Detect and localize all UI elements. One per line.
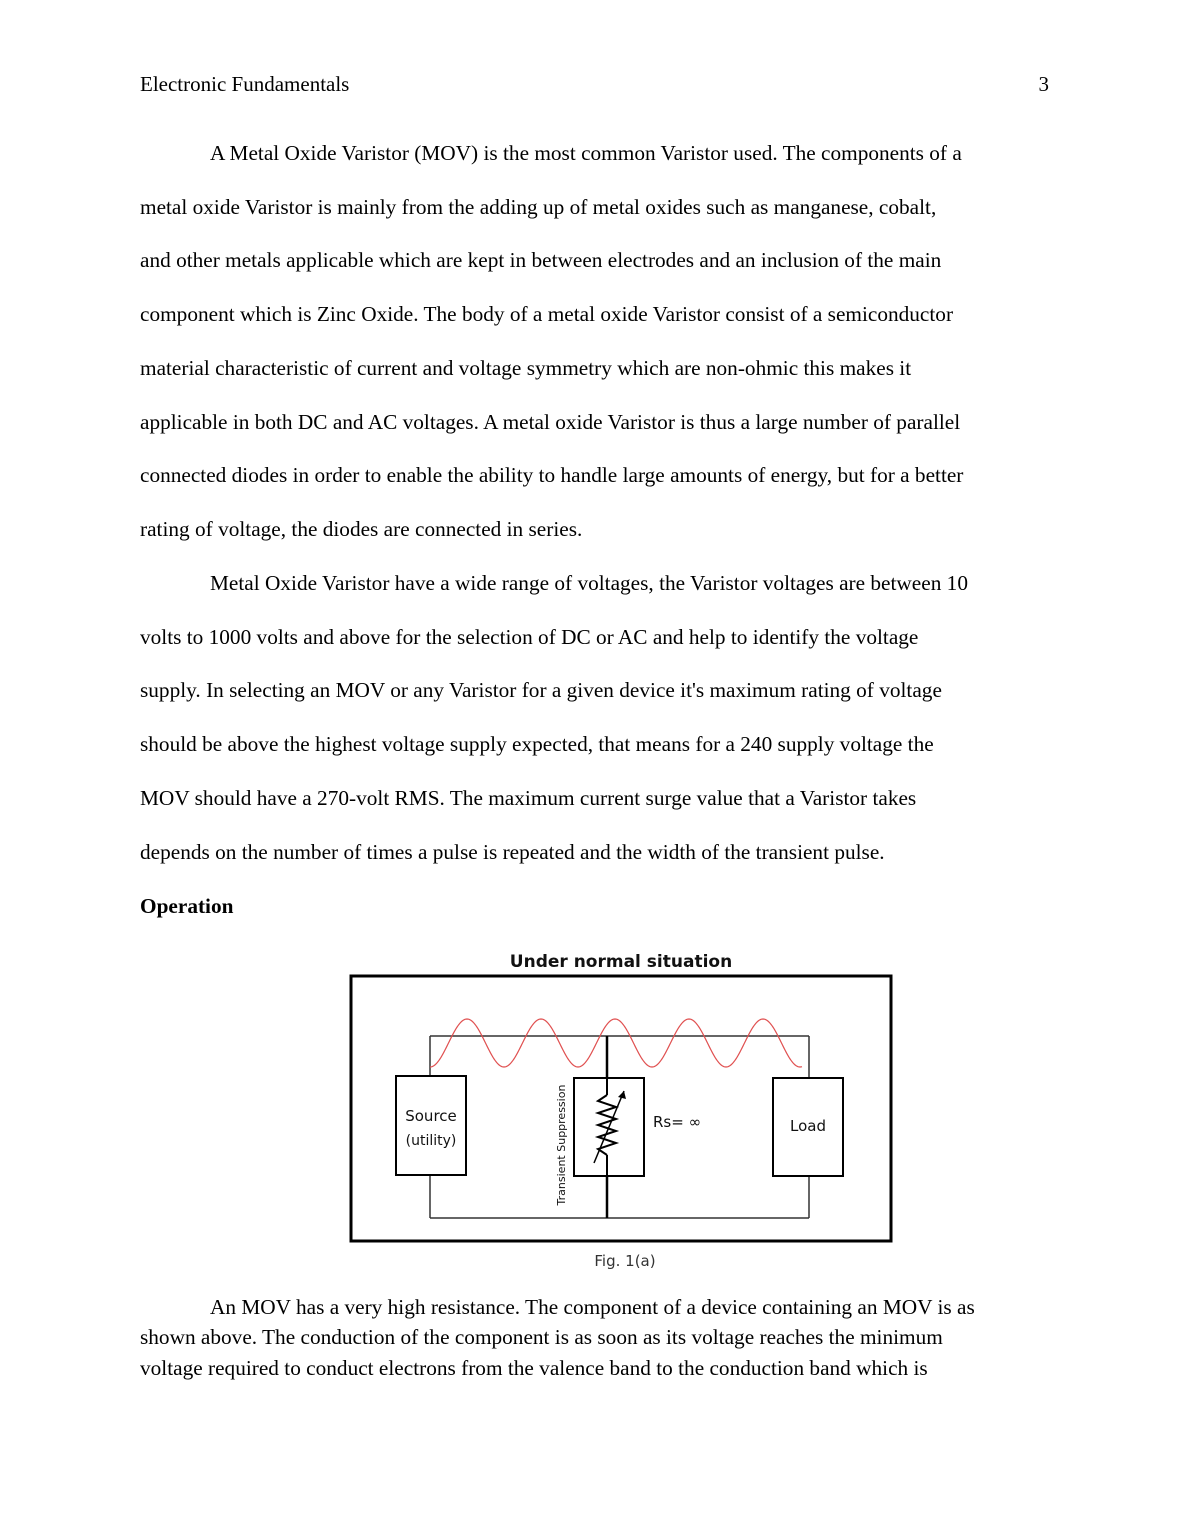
paragraph-line: metal oxide Varistor is mainly from the adding up of metal oxides such as manganese, cobalt, xyxy=(140,194,937,219)
paragraph-line: material characteristic of current and voltage symmetry which are non-ohmic this makes it xyxy=(140,355,912,380)
paragraph-line: applicable in both DC and AC voltages. A metal oxide Varistor is thus a large number of parallel xyxy=(140,409,961,434)
transient-suppression-label: Transient Suppression xyxy=(555,1084,568,1206)
section-heading-operation: Operation xyxy=(140,894,234,918)
running-head: Electronic Fundamentals xyxy=(140,72,350,96)
figure-caption: Fig. 1(a) xyxy=(594,1252,656,1270)
circuit-diagram xyxy=(340,945,900,1275)
paragraph-line: component which is Zinc Oxide. The body of a metal oxide Varistor consist of a semiconductor xyxy=(140,302,954,327)
page-number: 3 xyxy=(1038,72,1049,96)
paragraph-line: supply. In selecting an MOV or any Varistor for a given device it's maximum rating of voltage xyxy=(140,678,942,703)
paragraph-line: rating of voltage, the diodes are connected in series. xyxy=(140,516,583,541)
paragraph-line: connected diodes in order to enable the ability to handle large amounts of energy, but for a better xyxy=(140,463,964,488)
ac-waveform xyxy=(430,1019,802,1067)
figure-title: Under normal situation xyxy=(509,952,733,972)
load-label: Load xyxy=(790,1117,826,1135)
paragraph-line: A Metal Oxide Varistor (MOV) is the most common Varistor used. The components of a xyxy=(210,141,962,165)
paragraph-line: and other metals applicable which are kept in between electrodes and an inclusion of the main xyxy=(140,248,942,273)
paragraph-line: voltage required to conduct electrons from the valence band to the conduction band which is xyxy=(140,1355,928,1380)
resistance-label: Rs= ∞ xyxy=(653,1113,702,1131)
paragraph-line: volts to 1000 volts and above for the selection of DC or AC and help to identify the voltage xyxy=(140,624,919,649)
paragraph-line: should be above the highest voltage supply expected, that means for a 240 supply voltage the xyxy=(140,732,934,757)
source-label: Source xyxy=(405,1107,457,1125)
paragraph-line: MOV should have a 270-volt RMS. The maximum current surge value that a Varistor takes xyxy=(140,785,917,810)
paragraph-line: Metal Oxide Varistor have a wide range of voltages, the Varistor voltages are between 10 xyxy=(210,571,968,595)
paragraph-mov-resistance xyxy=(140,1292,1052,1383)
circuit-figure xyxy=(340,945,900,1275)
source-box xyxy=(396,1076,466,1175)
paragraph-mov-description xyxy=(140,127,1052,557)
paragraph-line: depends on the number of times a pulse is repeated and the width of the transient pulse. xyxy=(140,839,885,864)
paragraph-voltage-range xyxy=(140,557,1052,879)
source-sublabel: (utility) xyxy=(405,1133,457,1149)
paragraph-line: shown above. The conduction of the component is as soon as its voltage reaches the minimum xyxy=(140,1325,943,1350)
paragraph-line: An MOV has a very high resistance. The component of a device containing an MOV is as xyxy=(210,1295,975,1319)
